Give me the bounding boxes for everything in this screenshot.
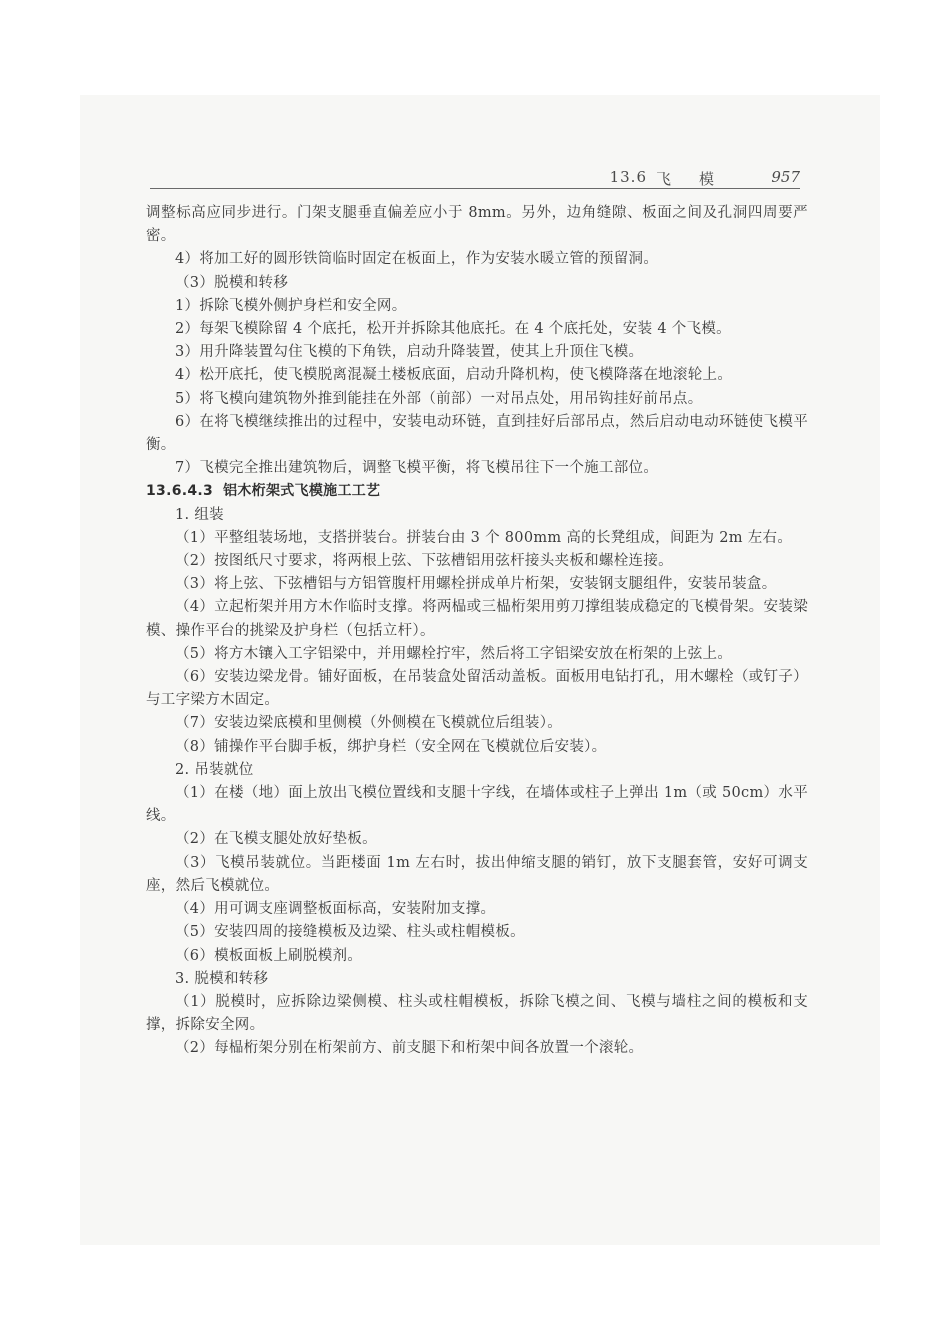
paragraph: （5）将方木镶入工字铝梁中，并用螺栓拧牢，然后将工字铝梁安放在桁架的上弦上。: [175, 645, 733, 662]
paragraph: 4）松开底托，使飞模脱离混凝土楼板底面，启动升降机构，使飞模降落在地滚轮上。: [175, 367, 733, 384]
paragraph: （1）平整组装场地，支搭拼装台。拼装台由 3 个 800mm 高的长凳组成，间距为 2m 左右。: [175, 529, 793, 546]
paragraph: （4）立起桁架并用方木作临时支撑。将两榀或三榀桁架用剪刀撑组装成稳定的飞模骨架。安装梁模、操作平台的挑梁及护身栏（包括立杆）。: [146, 599, 808, 639]
page-header: [150, 166, 800, 189]
paragraph: 1）拆除飞模外侧护身栏和安全网。: [175, 297, 407, 314]
section-heading-text: 铝木桁架式飞模施工工艺: [223, 483, 381, 500]
paragraph: 1. 组装: [175, 506, 224, 523]
paragraph: （5）安装四周的接缝模板及边梁、柱头或柱帽模板。: [175, 924, 525, 941]
paragraph: （3）飞模吊装就位。当距楼面 1m 左右时，拔出伸缩支腿的销钉，放下支腿套管，安好可调支座，然后飞模就位。: [146, 854, 808, 894]
paragraph: （7）安装边梁底模和里侧模（外侧模在飞模就位后组装）。: [175, 715, 563, 732]
paragraph: （2）按图纸尺寸要求，将两根上弦、下弦槽铝用弦杆接头夹板和螺栓连接。: [175, 553, 673, 570]
header-chapter-title: 飞模: [655, 170, 742, 188]
paragraph: 6）在将飞模继续推出的过程中，安装电动环链，直到挂好后部吊点，然后启动电动环链使飞模平衡。: [146, 413, 808, 454]
paragraph: （6）模板面板上刷脱模剂。: [175, 947, 363, 964]
paragraph: 3）用升降装置勾住飞模的下角铁，启动升降装置，使其上升顶住飞模。: [175, 344, 644, 361]
paragraph: 7）飞模完全推出建筑物后，调整飞模平衡，将飞模吊往下一个施工部位。: [175, 460, 659, 477]
paragraph: （4）用可调支座调整板面标高，安装附加支撑。: [175, 901, 496, 918]
section-heading: [146, 480, 808, 503]
paragraph: （8）铺操作平台脚手板，绑护身栏（安全网在飞模就位后安装）。: [175, 738, 607, 755]
header-page-number: 957: [771, 168, 800, 186]
paragraph: （1）在楼（地）面上放出飞模位置线和支腿十字线，在墙体或柱子上弹出 1m（或 50cm）水平线。: [146, 785, 808, 825]
paragraph: 调整标高应同步进行。门架支腿垂直偏差应小于 8mm。另外，边角缝隙、板面之间及孔洞四周要严密。: [146, 205, 808, 245]
paragraph: （1）脱模时，应拆除边梁侧模、柱头或柱帽模板，拆除飞模之间、飞模与墙柱之间的模板和支撑，拆除安全网。: [146, 993, 808, 1034]
paragraph: （2）在飞模支腿处放好垫板。: [175, 831, 377, 848]
paragraph: （2）每榀桁架分别在桁架前方、前支腿下和桁架中间各放置一个滚轮。: [175, 1040, 644, 1057]
paragraph: 4）将加工好的圆形铁筒临时固定在板面上，作为安装水暖立管的预留洞。: [175, 251, 659, 268]
header-section-number: 13.6: [609, 168, 647, 186]
paragraph: 5）将飞模向建筑物外推到能挂在外部（前部）一对吊点处，用吊钩挂好前吊点。: [175, 390, 703, 407]
paragraph: （3）将上弦、下弦槽铝与方铝管腹杆用螺栓拼成单片桁架，安装钢支腿组件，安装吊装盒。: [175, 576, 777, 593]
document-body: [146, 202, 808, 1061]
paragraph: 3. 脱模和转移: [175, 970, 269, 987]
paragraph: （6）安装边梁龙骨。铺好面板，在吊装盒处留活动盖板。面板用电钻打孔，用木螺栓（或钉子）与工字梁方木固定。: [146, 669, 808, 709]
section-heading-number: 13.6.4.3: [146, 483, 214, 500]
paragraph: （3）脱模和转移: [175, 274, 289, 291]
paragraph: 2）每架飞模除留 4 个底托，松开并拆除其他底托。在 4 个底托处，安装 4 个飞模。: [175, 321, 731, 338]
paragraph: 2. 吊装就位: [175, 761, 254, 778]
